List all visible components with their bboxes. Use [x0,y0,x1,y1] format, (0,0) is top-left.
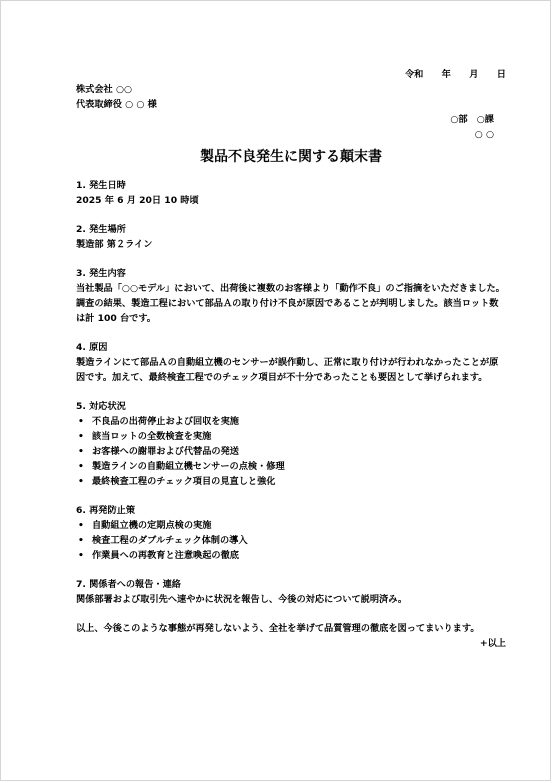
recipient-company: 株式会社 ○○ [76,84,132,95]
closing-paragraph [76,621,506,636]
document-body [76,67,506,651]
section-report-contact [76,577,506,607]
closing-end-mark: +以上 [479,638,506,649]
recipient-name: 代表取締役 ○ ○ 様 [76,99,157,110]
sender-name: ○ ○ [474,129,494,140]
section-cause [76,340,506,385]
document-title: 製品不良発生に関する顛末書 [200,149,382,165]
bullet-list [76,414,506,489]
section-heading: 6. 再発防止策 [76,505,136,516]
section-heading: 3. 発生内容 [76,268,126,279]
section-response-status [76,399,506,489]
section-text: 製造部 第２ライン [76,239,153,250]
section-heading: 2. 発生場所 [76,224,126,235]
section-heading: 5. 対応状況 [76,401,126,412]
section-text: 関係部署および取引先へ速やかに状況を報告し、今後の対応について説明済み。 [76,594,408,605]
list-item: • 自動組立機の定期点検の実施 [76,518,506,533]
section-occurrence-place [76,222,506,252]
sender-department: ○部 ○課 [450,114,494,125]
document-date: 令和 年 月 日 [404,69,506,80]
section-text: 製造ラインにて部品Ａの自動組立機のセンサーが誤作動し、正常に取り付けが行われなかったことが原因です。加えて、最終検査工程でのチェック項目が不十分であったことも要因として挙げられます。 [76,357,499,383]
section-text: 2025 年 6 月 20日 10 時頃 [76,195,199,206]
list-item: • 最終検査工程のチェック項目の見直しと強化 [76,474,506,489]
list-item: • 製造ラインの自動組立機センサーの点検・修理 [76,459,506,474]
list-item: • お客様への謝罪および代替品の発送 [76,444,506,459]
section-occurrence-details [76,266,506,326]
section-heading: 4. 原因 [76,342,108,353]
list-item: • 検査工程のダブルチェック体制の導入 [76,533,506,548]
section-occurrence-datetime [76,178,506,208]
list-item: • 不良品の出荷停止および回収を実施 [76,414,506,429]
section-heading: 1. 発生日時 [76,180,126,191]
closing-text: 以上、今後このような事態が再発しないよう、全社を挙げて品質管理の徹底を図ってまいります。 [76,623,480,634]
list-item: • 該当ロットの全数検査を実施 [76,429,506,444]
section-heading: 7. 関係者への報告・連絡 [76,579,181,590]
section-text: 当社製品「○○モデル」において、出荷後に複数のお客様より「動作不良」のご指摘をいただきました。調査の結果、製造工程において部品Ａの取り付け不良が原因であることが判明しました。該当ロット数は計 100 台です。 [76,283,505,324]
section-prevention-measures [76,503,506,563]
list-item: • 作業員への再教育と注意喚起の徹底 [76,548,506,563]
bullet-list [76,518,506,563]
